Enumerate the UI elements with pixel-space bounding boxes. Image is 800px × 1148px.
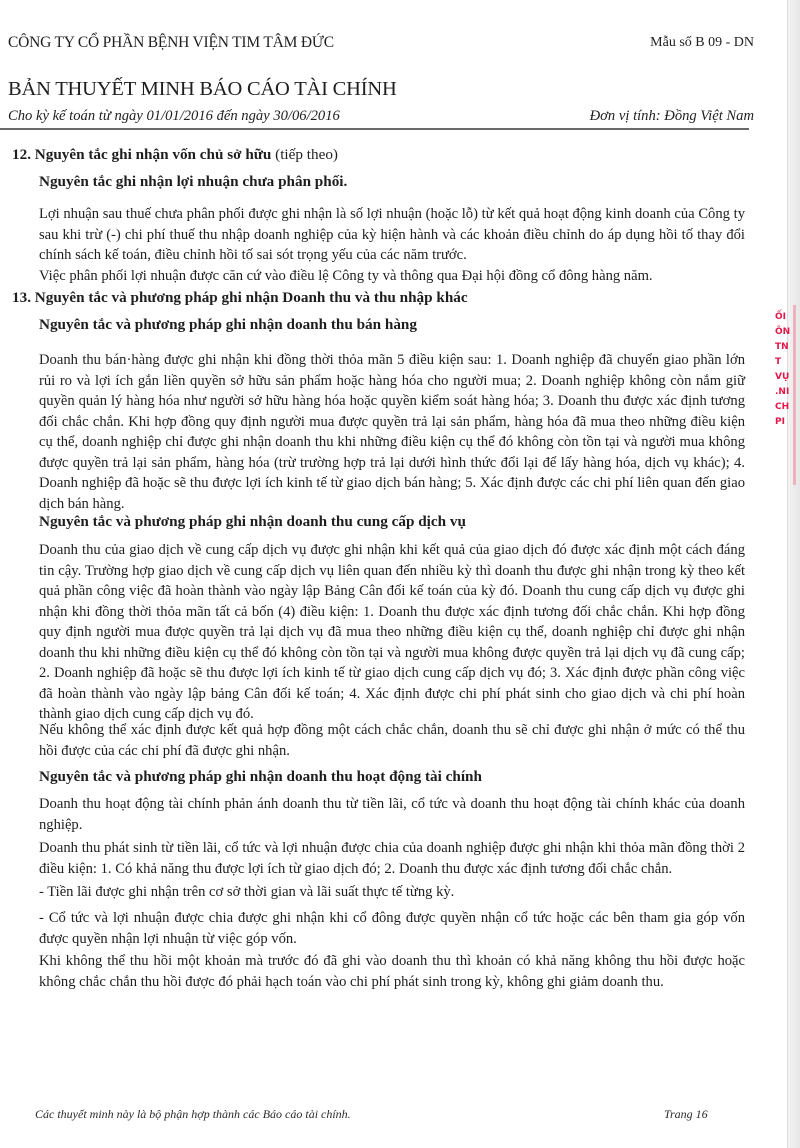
stamp-text: ÔN <box>775 327 791 337</box>
financial-subheading: Nguyên tắc và phương pháp ghi nhận doanh thu hoạt động tài chính <box>39 768 482 785</box>
services-subheading: Nguyên tắc và phương pháp ghi nhận doanh thu cung cấp dịch vụ <box>39 513 466 530</box>
stamp-text: VỤ <box>775 372 790 382</box>
section-12-heading-suffix: (tiếp theo) <box>271 146 338 163</box>
financial-bullet-2: - Cổ tức và lợi nhuận được chia được ghi nhận khi cổ đông được quyền nhận cổ tức hoặc các bên tham gia góp vốn được quyền nhận lợi nhuận từ việc góp vốn. <box>39 910 745 947</box>
section-12-subheading: Nguyên tắc ghi nhận lợi nhuận chưa phân phối. <box>39 173 348 190</box>
services-paragraph-2: Nếu không thể xác định được kết quả hợp đồng một cách chắc chắn, doanh thu sẽ chỉ được ghi nhận ở mức có thể thu hồi được của các chi phí đã được ghi nhận. <box>39 722 745 759</box>
page-number: Trang 16 <box>664 1107 708 1121</box>
currency-unit: Đơn vị tính: Đồng Việt Nam <box>589 108 754 124</box>
financial-paragraph-3: Khi không thể thu hồi một khoản mà trước đó đã ghi vào doanh thu thì khoản có khả năng không thu hồi được hoặc không chắc chắn thu hồi được đó phải hạch toán vào chi phí phát sinh trong kỳ, không ghi giảm doanh thu. <box>39 953 745 990</box>
financial-paragraph-2: Doanh thu phát sinh từ tiền lãi, cổ tức và lợi nhuận được chia của doanh nghiệp được ghi nhận khi thỏa mãn đồng thời 2 điều kiện: 1. Có khả năng thu được lợi ích từ giao dịch đó; 2. Doanh thu được xác định tương đối chắc chắn. <box>39 840 745 877</box>
financial-bullet-1: - Tiền lãi được ghi nhận trên cơ sở thời gian và lãi suất thực tế từng kỳ. <box>39 884 455 900</box>
stamp-text: TN <box>775 342 789 352</box>
company-stamp-fragment <box>775 310 799 460</box>
header-divider <box>0 128 749 130</box>
stamp-text: ỐI <box>775 312 786 322</box>
sales-subheading: Nguyên tắc và phương pháp ghi nhận doanh thu bán hàng <box>39 316 417 333</box>
section-12-paragraph-1: Lợi nhuận sau thuế chưa phân phối được ghi nhận là số lợi nhuận (hoặc lỗ) từ kết quả hoạt động kinh doanh của Công ty sau khi trừ (-) chi phí thuế thu nhập doanh nghiệp của kỳ hiện hành và các khoản điều chỉnh do áp dụng hồi tố thay đổi chính sách kế toán, điều chỉnh hồi tố sai sót trọng yếu của các năm trước. <box>39 206 745 263</box>
document-title: BẢN THUYẾT MINH BÁO CÁO TÀI CHÍNH <box>8 78 397 100</box>
reporting-period: Cho kỳ kế toán từ ngày 01/01/2016 đến ngày 30/06/2016 <box>8 108 340 124</box>
stamp-text: CH <box>775 402 790 412</box>
section-12-paragraph-2: Việc phân phối lợi nhuận được căn cứ vào điều lệ Công ty và thông qua Đại hội đồng cổ đông hàng năm. <box>39 268 653 284</box>
stamp-text: PI <box>775 417 785 427</box>
company-name: CÔNG TY CỔ PHẦN BỆNH VIỆN TIM TÂM ĐỨC <box>8 34 334 51</box>
footer-note: Các thuyết minh này là bộ phận hợp thành các Báo cáo tài chính. <box>35 1107 351 1121</box>
page-edge <box>787 0 800 1148</box>
financial-paragraph-1: Doanh thu hoạt động tài chính phản ánh doanh thu từ tiền lãi, cổ tức và doanh thu hoạt động tài chính khác của doanh nghiệp. <box>39 796 745 833</box>
form-number: Mẫu số B 09 - DN <box>650 35 754 50</box>
stamp-text: .NI <box>775 387 790 397</box>
section-13-heading: 13. Nguyên tắc và phương pháp ghi nhận Doanh thu và thu nhập khác <box>12 289 468 306</box>
sales-paragraph: Doanh thu bán·hàng được ghi nhận khi đồng thời thỏa mãn 5 điều kiện sau: 1. Doanh nghiệp đã chuyển giao phần lớn rủi ro và lợi ích gắn liền quyền sở hữu sản phẩm hoặc hàng hóa cho người mua; 2. Doanh nghiệp không còn nắm giữ quyền quản lý hàng hóa như người sở hữu hàng hóa hoặc quyền kiểm soát hàng hóa; 3. Doanh thu được xác định tương đối chắc chắn. Khi hợp đồng quy định người mua được quyền trả lại sản phẩm, hàng hóa đã mua theo những điều kiện cụ thể, doanh nghiệp chỉ được ghi nhận doanh thu khi những điều kiện cụ thể đó không còn tồn tại và người mua không được quyền trả lại sản phẩm, hàng hóa (trừ trường hợp trả lại dưới hình thức đổi lại để lấy hàng hóa, dịch vụ khác); 4. Doanh nghiệp đã hoặc sẽ thu được lợi ích kinh tế từ giao dịch bán hàng; 5. Xác định được các chi phí liên quan đến giao dịch bán hàng. <box>39 352 745 512</box>
section-12-heading <box>12 146 338 164</box>
section-12-heading-text: 12. Nguyên tắc ghi nhận vốn chủ sở hữu <box>12 146 272 163</box>
services-paragraph-1: Doanh thu của giao dịch về cung cấp dịch vụ được ghi nhận khi kết quả của giao dịch đó được xác định một cách đáng tin cậy. Trường hợp giao dịch về cung cấp dịch vụ liên quan đến nhiều kỳ thì doanh thu được ghi nhận trong kỳ theo kết quả phần công việc đã hoàn thành vào ngày lập Bảng Cân đối kế toán của kỳ đó. Doanh thu cung cấp dịch vụ được ghi nhận khi đồng thời thỏa mãn tất cả bốn (4) điều kiện: 1. Doanh thu được xác định tương đối chắc chắn. Khi hợp đồng quy định người mua được quyền trả lại dịch vụ đã mua theo những điều kiện cụ thể, doanh nghiệp chỉ được ghi nhận doanh thu khi những điều kiện cụ thể đó không còn tồn tại và người mua không được quyền trả lại dịch vụ đã cung cấp; 2. Doanh nghiệp đã hoặc sẽ thu được lợi ích kinh tế từ giao dịch cung cấp dịch vụ đó; 3. Xác định được phần công việc đã hoàn thành vào ngày lập bảng Cân đối kế toán; 4. Xác định được chi phí phát sinh cho giao dịch và chi phí hoàn thành giao dịch cung cấp dịch vụ đó. <box>39 542 745 722</box>
stamp-text: T <box>775 357 782 367</box>
